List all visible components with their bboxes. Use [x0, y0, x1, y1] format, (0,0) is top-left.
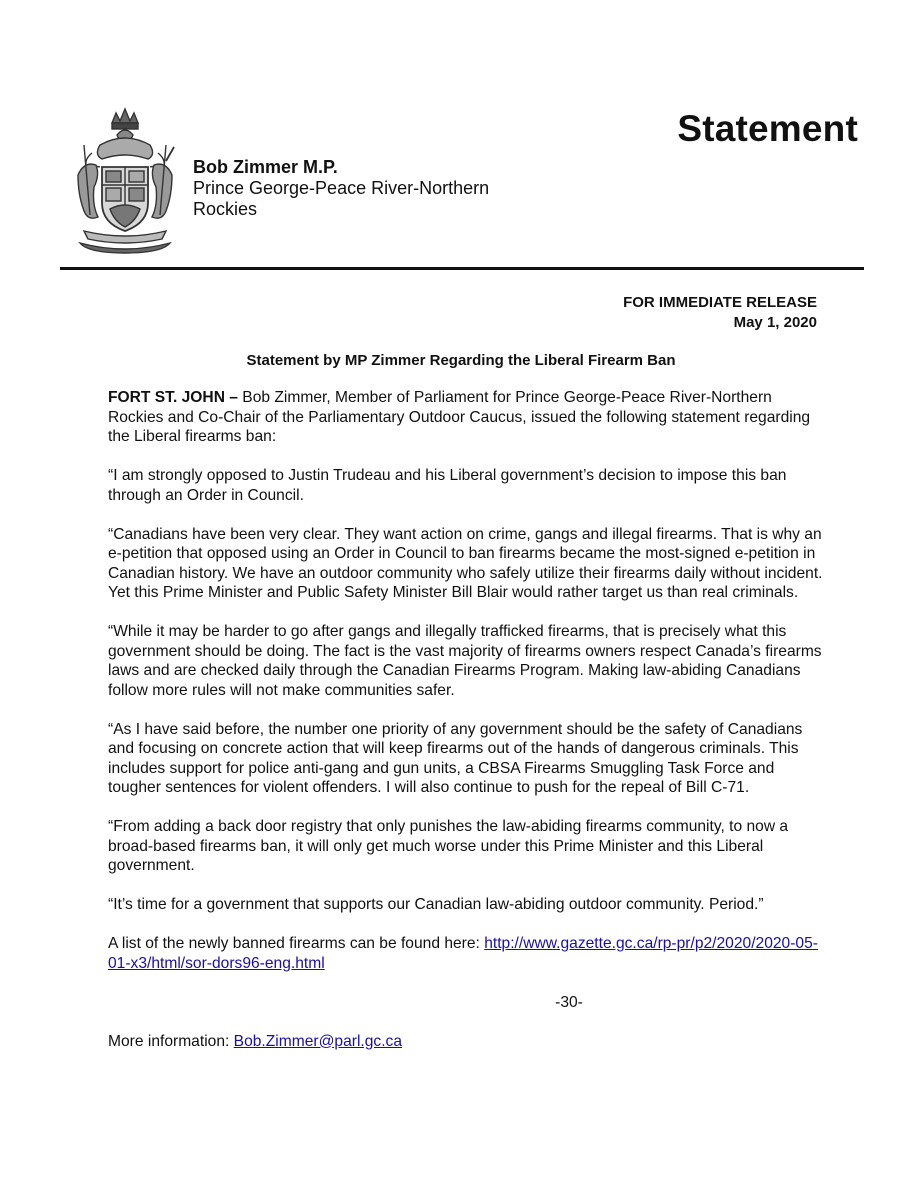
quote-paragraph-1: “I am strongly opposed to Justin Trudeau and his Liberal government’s decision to impose this ban through an Order in Council. — [108, 467, 787, 504]
intro-text: Bob Zimmer, Member of Parliament for Prince George-Peace River-Northern Rockies and Co-Chair of the Parliamentary Outdoor Caucus, issued the following statement regarding the Liberal firearms ban: — [108, 389, 811, 445]
riding-line-2: Rockies — [193, 199, 258, 219]
statement-headline: Statement by MP Zimmer Regarding the Liberal Firearm Ban — [246, 352, 676, 369]
release-label: FOR IMMEDIATE RELEASE — [623, 294, 817, 311]
riding-line-1: Prince George-Peace River-Northern — [193, 178, 490, 198]
document-type-title: Statement — [677, 108, 858, 149]
quote-paragraph-6: “It’s time for a government that supports our Canadian law-abiding outdoor community. Period.” — [108, 896, 764, 913]
statement-body — [108, 388, 823, 1071]
release-date: May 1, 2020 — [733, 314, 817, 331]
firearms-list-text: A list of the newly banned firearms can be found here: — [108, 935, 485, 952]
quote-paragraph-3: “While it may be harder to go after gangs and illegally trafficked firearms, that is precisely what this government should be doing. The fact is the vast majority of firearms owners respect Canada’s firearms laws and are checked daily through the Canadian Firearms Program. Making law-abiding Canadians follow more rules will not make communities safer. — [108, 623, 822, 699]
quote-paragraph-2: “Canadians have been very clear. They want action on crime, gangs and illegal firearms. That is why an e-petition that opposed using an Order in Council to ban firearms became the most-signed e-petition in Canadian history. We have an outdoor community who safely utilize their firearms daily without incident. Yet this Prime Minister and Public Safety Minister Bill Blair would rather target us than real criminals. — [108, 525, 823, 601]
header-divider — [60, 267, 864, 270]
contact-paragraph — [108, 1032, 823, 1052]
quote-paragraph-5: “From adding a back door registry that only punishes the law-abiding firearms community, to now a broad-based firearms ban, it will only get much worse under this Prime Minister and this Liberal government. — [108, 818, 789, 874]
release-info — [623, 293, 817, 333]
end-mark: -30- — [555, 993, 583, 1011]
contact-label: More information: — [108, 1032, 234, 1050]
canada-coat-of-arms-icon — [70, 105, 180, 255]
intro-paragraph — [108, 388, 823, 447]
quote-paragraph-4: “As I have said before, the number one priority of any government should be the safety of Canadians and focusing on concrete action that will keep firearms out of the hands of dangerous criminals. This includes support for police anti-gang and gun units, a CBSA Firearms Smuggling Task Force and tougher sentences for violent offenders. I will also continue to push for the repeal of Bill C-71. — [108, 720, 803, 796]
contact-email-link[interactable]: Bob.Zimmer@parl.gc.ca — [233, 1032, 403, 1050]
gazette-link[interactable]: http://www.gazette.gc.ca/rp-pr/p2/2020/2020-05-01-x3/html/sor-dors96-eng.html — [108, 935, 818, 972]
mp-info — [193, 157, 489, 220]
firearms-list-paragraph — [108, 934, 823, 973]
dateline: FORT ST. JOHN – — [108, 389, 238, 406]
mp-name: Bob Zimmer M.P. — [193, 157, 338, 177]
